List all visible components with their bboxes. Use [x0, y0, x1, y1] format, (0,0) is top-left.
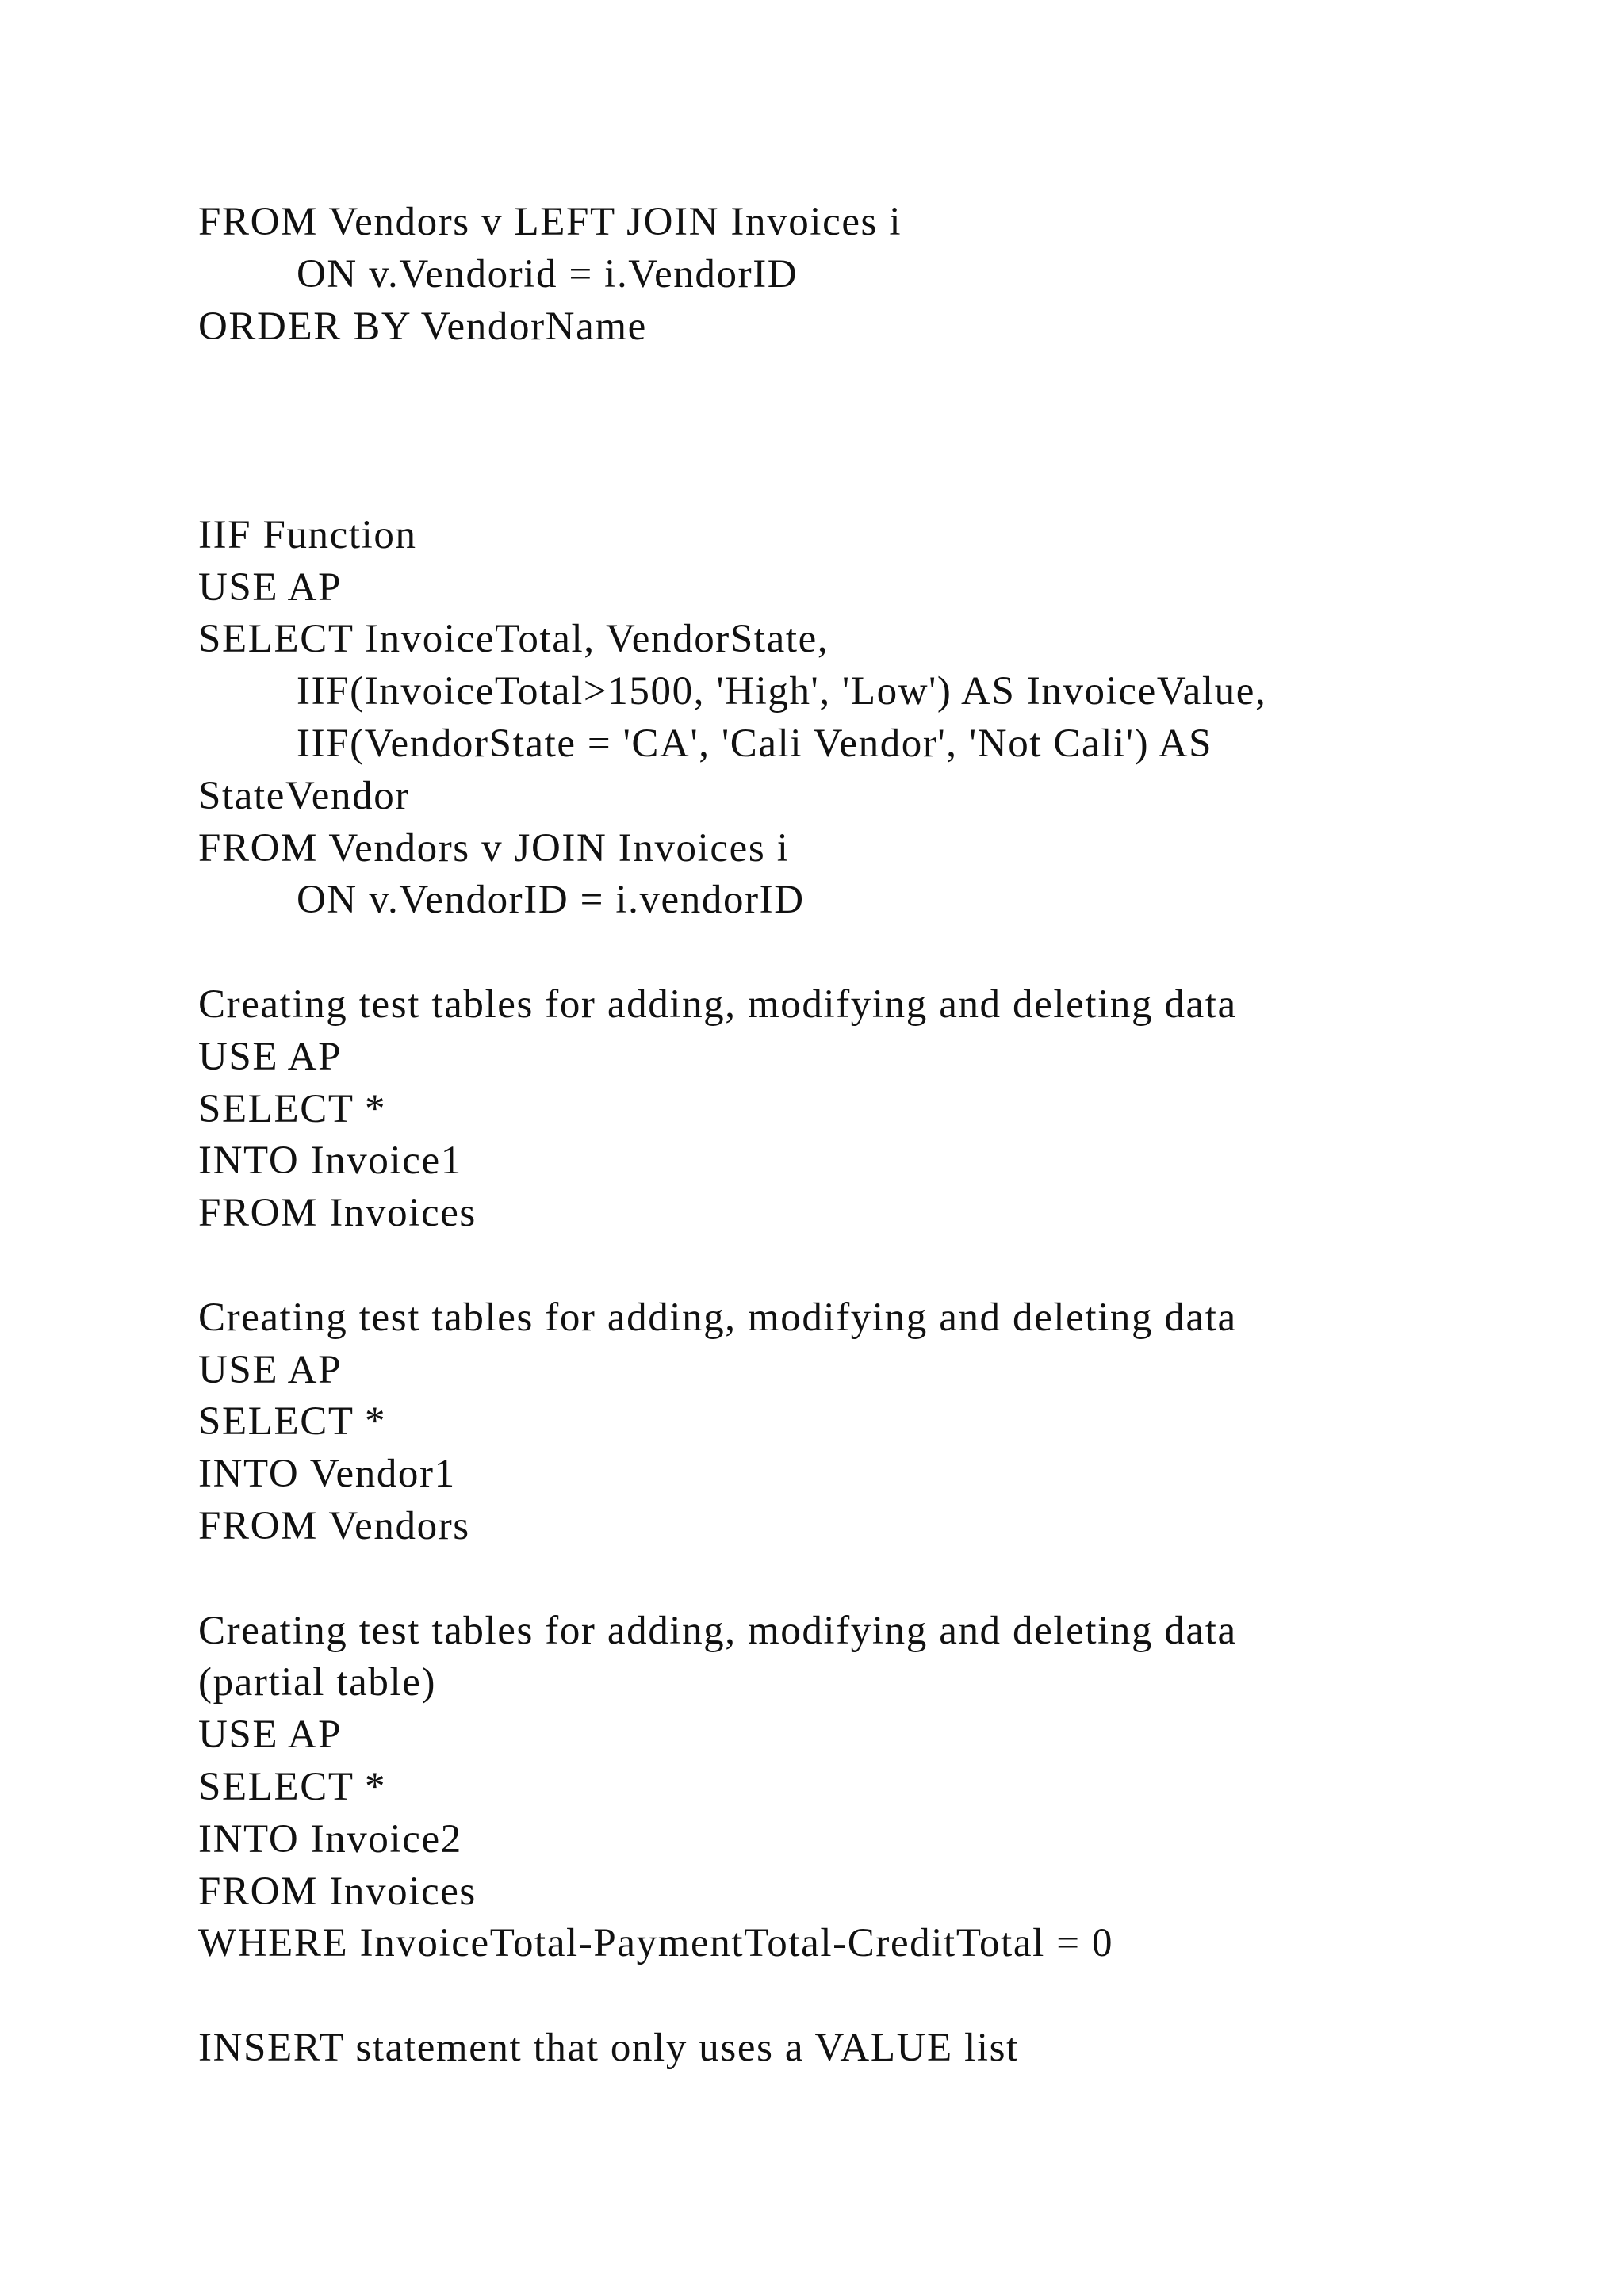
code-line: ORDER BY VendorName	[198, 304, 647, 349]
sql-block-iif-function	[198, 510, 1546, 927]
code-line: FROM Vendors v LEFT JOIN Invoices i	[198, 200, 902, 244]
code-line: INTO Invoice2	[198, 1816, 462, 1862]
code-line: SELECT *	[198, 1086, 387, 1131]
code-line: StateVendor	[198, 773, 410, 818]
code-line: SELECT InvoiceTotal, VendorState,	[198, 617, 829, 662]
code-line: SELECT *	[198, 1399, 387, 1445]
code-line: FROM Invoices	[198, 1191, 477, 1236]
code-line: FROM Vendors v JOIN Invoices i	[198, 825, 790, 871]
code-line: INTO Vendor1	[198, 1452, 456, 1497]
spacer	[198, 927, 1546, 979]
document-body	[198, 197, 1546, 2075]
code-line: IIF(InvoiceTotal>1500, 'High', 'Low') AS InvoiceValue,	[297, 669, 1267, 714]
sql-block-invoice1	[198, 979, 1546, 1240]
code-line: FROM Vendors	[198, 1503, 470, 1548]
sql-block-insert	[198, 2022, 1546, 2075]
spacer	[198, 1553, 1546, 1605]
code-line: USE AP	[198, 1347, 343, 1392]
section-heading: Creating test tables for adding, modifying and deleting data	[198, 1608, 1237, 1653]
section-heading: IIF Function	[198, 512, 417, 557]
section-heading: Creating test tables for adding, modifying and deleting data	[198, 982, 1237, 1027]
code-line: USE AP	[198, 564, 343, 610]
code-line: IIF(VendorState = 'CA', 'Cali Vendor', 'Not Cali') AS	[297, 721, 1213, 766]
spacer	[198, 1240, 1546, 1292]
section-heading-continued: (partial table)	[198, 1660, 437, 1705]
section-heading: Creating test tables for adding, modifying and deleting data	[198, 1295, 1237, 1340]
code-line: FROM Invoices	[198, 1869, 477, 1914]
code-line: INTO Invoice1	[198, 1138, 462, 1184]
sql-block-vendor1	[198, 1292, 1546, 1553]
sql-block-invoice2	[198, 1605, 1546, 1971]
sql-block-left-join	[198, 197, 1546, 353]
code-line: ON v.Vendorid = i.VendorID	[297, 251, 799, 297]
code-line: SELECT *	[198, 1764, 387, 1809]
code-line: USE AP	[198, 1034, 343, 1079]
code-line: USE AP	[198, 1712, 343, 1758]
section-heading: INSERT statement that only uses a VALUE list	[198, 2025, 1019, 2070]
code-line: ON v.VendorID = i.vendorID	[297, 878, 805, 923]
spacer	[198, 353, 1546, 509]
code-line: WHERE InvoiceTotal-PaymentTotal-CreditTotal = 0	[198, 1921, 1114, 1966]
spacer	[198, 1970, 1546, 2022]
